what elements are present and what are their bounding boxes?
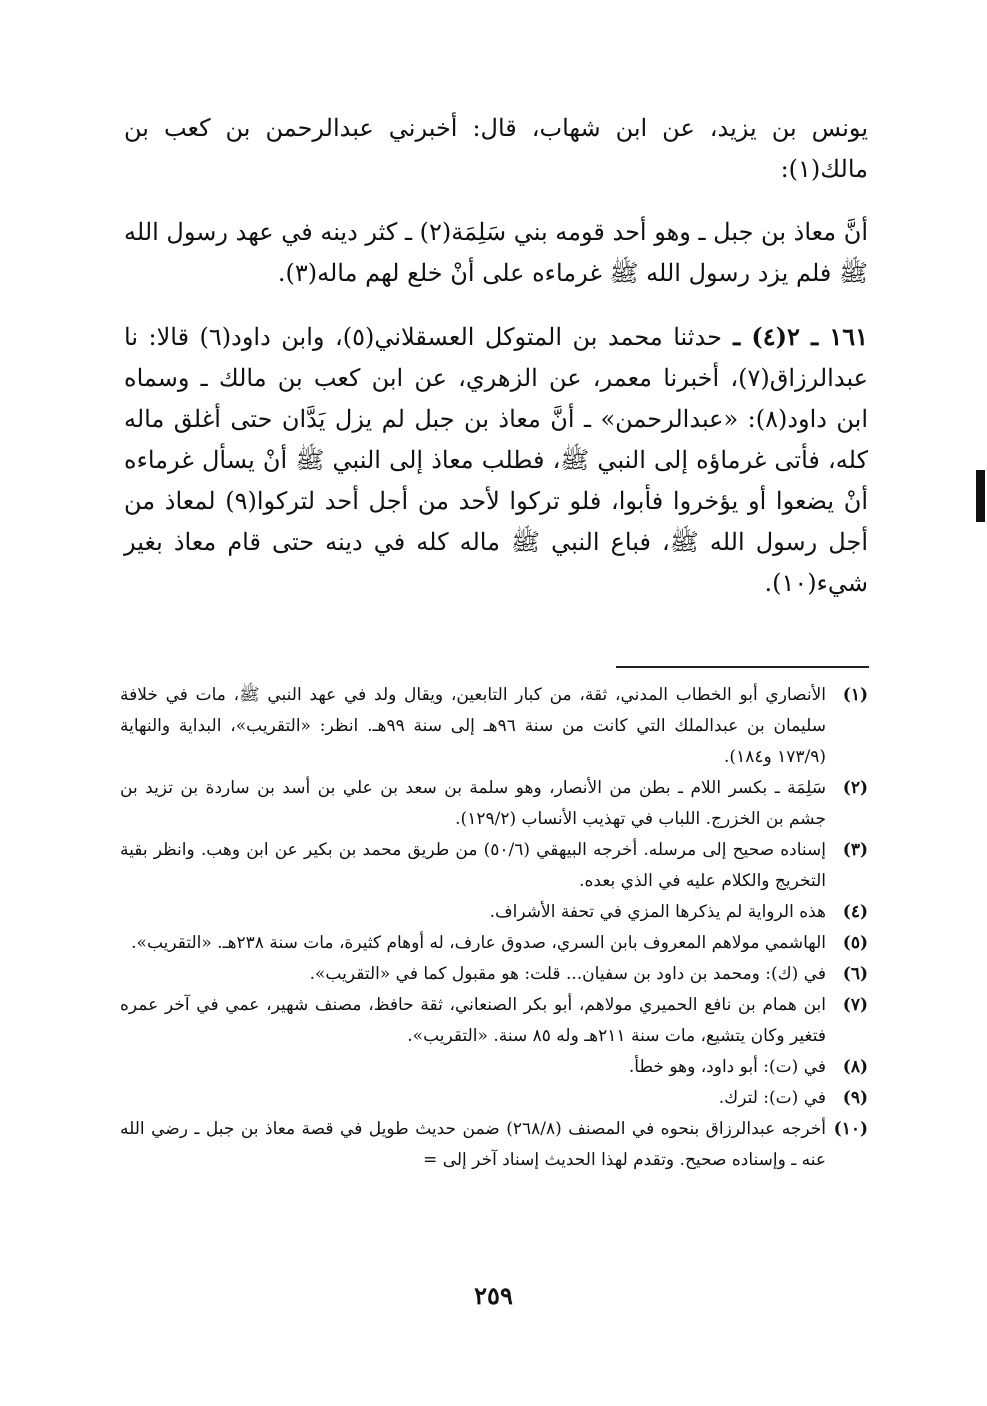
footnote-5 (120, 928, 868, 959)
hadith-161-paragraph (124, 316, 868, 604)
footnote-9 (120, 1083, 868, 1114)
footnote-number: (٧) (842, 995, 868, 1015)
hadith-160-matn-paragraph: أنَّ معاذ بن جبل ـ وهو أحد قومه بني سَلِمَة(٢) ـ كثر دينه في عهد رسول الله ﷺ فلم يزد رسول الله ﷺ غرماءه على أنْ خلع لهم ماله(٣). (124, 218, 869, 287)
footnote-text: الأنصاري أبو الخطاب المدني، ثقة، من كبار التابعين، ويقال ولد في عهد النبي ﷺ، مات في خلافة سليمان بن عبدالملك التي كانت من سنة ٩٦هـ إلى سنة ٩٩هـ. انظر: «التقريب»، البداية والنهاية (١٧٣/٩ و١٨٤). (120, 685, 827, 767)
footnote-text: أخرجه عبدالرزاق بنحوه في المصنف (٢٦٨/٨) ضمن حديث طويل في قصة معاذ بن جبل ـ رضي الله عنه ـ وإسناده صحيح. وتقدم لهذا الحديث إسناد آخر إلى = (120, 1119, 826, 1170)
footnote-text: في (ك): ومحمد بن داود بن سفيان... قلت: هو مقبول كما في «التقريب». (309, 964, 826, 984)
hadith-161-text: حدثنا محمد بن المتوكل العسقلاني(٥)، وابن داود(٦) قالا: نا عبدالرزاق(٧)، أخبرنا معمر، عن الزهري، عن ابن كعب بن مالك ـ وسماه ابن داود(٨): «عبدالرحمن» ـ أنَّ معاذ بن جبل لم يزل يَدَّان حتى أغلق ماله كله، فأتى غرماؤه إلى النبي ﷺ، فطلب معاذ إلى النبي ﷺ أنْ يسأل غرماءه أنْ يضعوا أو يؤخروا فأبوا، فلو تركوا لأحد من أجل أحد لتركوا(٩) لمعاذ من أجل رسول الله ﷺ، فباع النبي ﷺ ماله كله في دينه حتى قام معاذ بغير شيء(١٠). (124, 323, 868, 597)
footnote-text: سَلِمَة ـ بكسر اللام ـ بطن من الأنصار، وهو سلمة بن سعد بن علي بن أسد بن ساردة بن تزيد بن جشم بن الخزرج. اللباب في تهذيب الأنساب (١٢٩/٢). (120, 778, 826, 829)
footnote-separator (616, 666, 869, 668)
footnote-number: (٩) (842, 1088, 868, 1108)
footnote-number: (١) (842, 685, 868, 705)
footnote-number: (١٠) (833, 1119, 868, 1139)
footnote-4 (120, 897, 868, 928)
footnote-text: هذه الرواية لم يذكرها المزي في تحفة الأشراف. (489, 902, 826, 922)
page-number: ٢٥٩ (474, 1281, 513, 1310)
footnote-1 (120, 680, 868, 773)
footnote-text: الهاشمي مولاهم المعروف بابن السري، صدوق عارف، له أوهام كثيرة، مات سنة ٢٣٨هـ. «التقريب». (131, 933, 826, 953)
footnote-10 (120, 1114, 868, 1176)
footnote-7 (120, 990, 868, 1052)
footnote-number: (٨) (842, 1057, 868, 1077)
footnote-6 (120, 959, 868, 990)
footnote-3 (120, 835, 868, 897)
footnote-number: (٣) (842, 840, 868, 860)
scan-margin-mark (976, 470, 985, 522)
footnote-text: إسناده صحيح إلى مرسله. أخرجه البيهقي (٥٠/٦) من طريق محمد بن بكير عن ابن وهب. وانظر بقية التخريج والكلام عليه في الذي بعده. (120, 840, 826, 891)
footnote-text: في (ت): أبو داود، وهو خطأ. (628, 1057, 826, 1077)
footnote-text: في (ت): لترك. (718, 1088, 826, 1108)
footnotes-section (120, 680, 868, 1176)
footnote-number: (٤) (842, 902, 868, 922)
footnote-number: (٦) (842, 964, 868, 984)
main-text-block (124, 108, 868, 604)
footnote-2 (120, 773, 868, 835)
footnote-text: ابن همام بن نافع الحميري مولاهم، أبو بكر الصنعاني، ثقة حافظ، مصنف شهير، عمي في آخر عمره فتغير وكان يتشيع، مات سنة ٢١١هـ وله ٨٥ سنة. «التقريب». (120, 995, 826, 1046)
hadith-text (124, 108, 868, 604)
hadith-number: ١٦١ ـ ٢(٤) ـ (721, 322, 868, 351)
isnad-continuation-paragraph: يونس بن يزيد، عن ابن شهاب، قال: أخبرني عبدالرحمن بن كعب بن مالك(١): (124, 114, 868, 183)
footnote-number: (٥) (842, 933, 868, 953)
footnote-number: (٢) (842, 778, 868, 798)
footnote-8 (120, 1052, 868, 1083)
